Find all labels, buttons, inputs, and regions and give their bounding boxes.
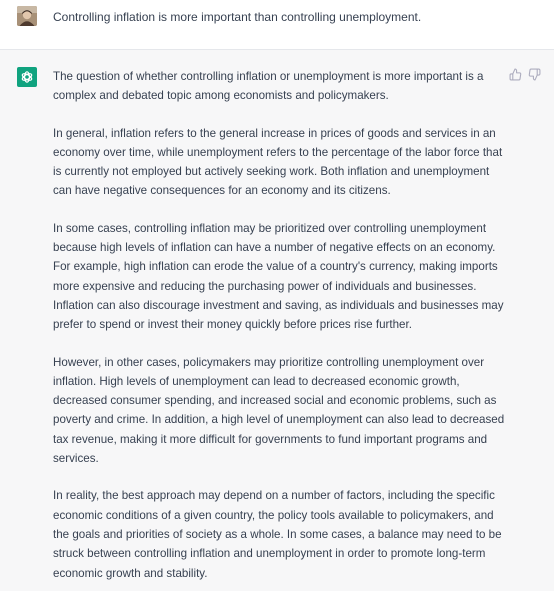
answer-paragraph: However, in other cases, policymakers may prioritize controlling unemployment over inflation. High levels of unemployment can lead to decreased economic growth, decreased consumer spending, and increased social and economic problems, such as poverty and crime. In addition, a high level of unemployment can also lead to decreased tax revenue, making it more difficult for governments to fund important programs and services. bbox=[53, 355, 505, 466]
thumbs-up-icon bbox=[509, 68, 522, 81]
assistant-avatar bbox=[17, 67, 37, 87]
user-avatar-photo bbox=[17, 6, 37, 26]
thumbs-down-button[interactable] bbox=[528, 68, 541, 81]
thumbs-down-icon bbox=[528, 68, 541, 81]
user-message-row bbox=[0, 0, 554, 50]
assistant-message-row bbox=[0, 50, 554, 591]
openai-logo-icon bbox=[20, 70, 34, 84]
thumbs-up-button[interactable] bbox=[509, 68, 522, 81]
user-avatar bbox=[17, 6, 37, 26]
assistant-message-text bbox=[53, 67, 505, 601]
answer-paragraph: In reality, the best approach may depend on a number of factors, including the specific economic conditions of a given country, the policy tools available to policymakers, and the goals and priorities of society as a whole. In some cases, a balance may need to be struck between controlling inflation and unemployment in order to promote long-term economic growth and stability. bbox=[53, 489, 502, 580]
answer-paragraph: In general, inflation refers to the general increase in prices of goods and services in an economy over time, while unemployment refers to the percentage of the labor force that is currently not employed but actively seeking work. Both inflation and unemployment can have negative consequences for an economy and its citizens. bbox=[53, 126, 503, 198]
user-message-text: Controlling inflation is more important than controlling unemployment. bbox=[53, 10, 422, 24]
answer-paragraph: The question of whether controlling inflation or unemployment is more important is a complex and debated topic among economists and policymakers. bbox=[53, 70, 484, 103]
answer-paragraph: In some cases, controlling inflation may be prioritized over controlling unemployment because high levels of inflation can have a number of negative effects on an economy. For example, high inflation can erode the value of a country's currency, making imports more expensive and reducing the purchasing power of individuals and businesses. Inflation can also discourage investment and saving, as individuals and businesses may prefer to spend or invest their money quickly before prices rise further. bbox=[53, 221, 504, 332]
